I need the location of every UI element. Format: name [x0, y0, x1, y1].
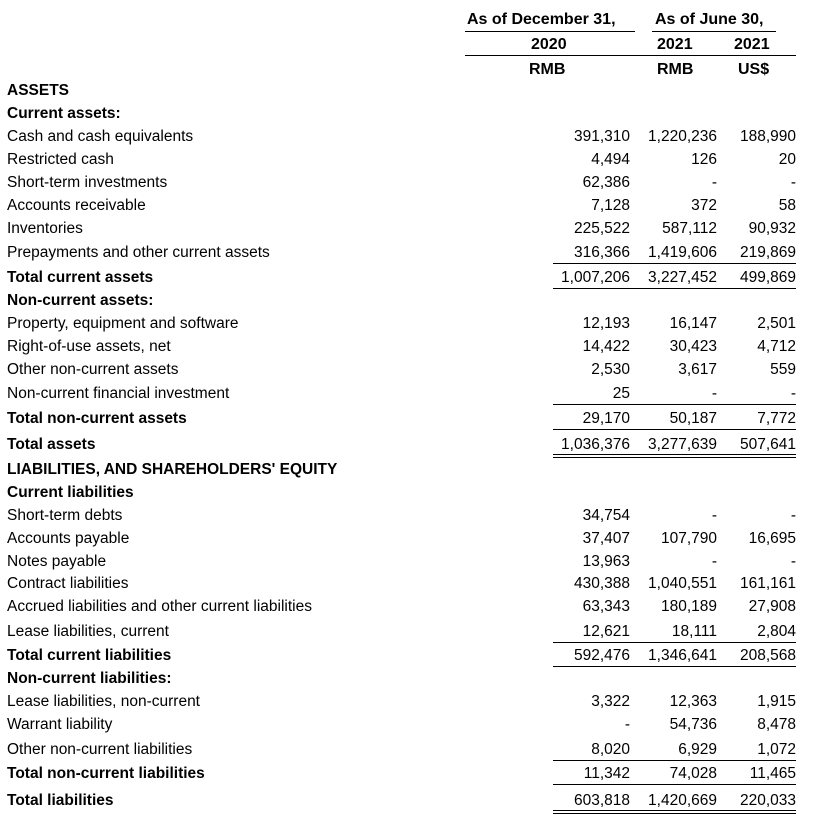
table-row [0, 646, 826, 668]
row-value-col1: 7,128 [591, 197, 630, 214]
row-label: Current liabilities [7, 484, 134, 501]
row-value-col1: 1,036,376 [561, 436, 630, 453]
double-underline-rule [553, 810, 796, 814]
row-value-col3: 219,869 [739, 244, 796, 261]
table-row [0, 243, 826, 265]
row-value-col3: 16,695 [748, 530, 796, 547]
row-label: ASSETS [7, 82, 70, 99]
row-value-col1: 225,522 [573, 220, 630, 237]
row-value-col2: 54,736 [669, 716, 717, 733]
row-value-col2: 372 [691, 197, 717, 214]
row-value-col1: 62,386 [582, 174, 630, 191]
table-row [0, 552, 826, 574]
table-row [0, 409, 826, 431]
table-row [0, 360, 826, 382]
row-value-col1: 2,530 [591, 361, 630, 378]
table-row [0, 173, 826, 195]
double-underline-rule [553, 454, 796, 458]
row-value-col2: 16,147 [669, 315, 717, 332]
table-row [0, 314, 826, 336]
row-value-col1: 8,020 [591, 741, 630, 758]
row-value-col2: 1,040,551 [648, 575, 717, 592]
table-row [0, 597, 826, 619]
table-row [0, 435, 826, 457]
table-row [0, 460, 826, 482]
row-label: Cash and cash equivalents [7, 128, 194, 145]
row-label: Accounts receivable [7, 197, 146, 214]
row-label: Property, equipment and software [7, 315, 239, 332]
row-value-col2: - [711, 174, 717, 191]
table-row [0, 384, 826, 406]
underline-rule [553, 263, 796, 264]
row-value-col1: 430,388 [573, 575, 630, 592]
row-label: Total non-current assets [7, 410, 187, 427]
row-value-col2: 1,346,641 [648, 647, 717, 664]
row-value-col1: 316,366 [573, 244, 630, 261]
row-value-col1: - [624, 716, 630, 733]
table-row [0, 506, 826, 528]
row-label: Other non-current assets [7, 361, 179, 378]
table-row [0, 669, 826, 691]
row-label: Total assets [7, 436, 96, 453]
row-value-col1: 12,621 [582, 623, 630, 640]
row-value-col1: 11,342 [583, 765, 630, 782]
row-label: Prepayments and other current assets [7, 244, 270, 261]
header-rule-3 [465, 55, 796, 56]
table-row [0, 622, 826, 644]
row-value-col2: - [711, 507, 717, 524]
row-value-col2: 50,187 [669, 410, 717, 427]
underline-rule [553, 404, 796, 405]
row-label: Total current assets [7, 269, 154, 286]
row-value-col3: 2,501 [757, 315, 796, 332]
row-value-col2: 30,423 [669, 338, 717, 355]
underline-rule [553, 760, 796, 761]
header-currency-col3: US$ [738, 61, 770, 78]
table-row [0, 268, 826, 290]
table-row [0, 291, 826, 313]
row-value-col1: 29,170 [582, 410, 630, 427]
row-value-col2: 3,277,639 [648, 436, 717, 453]
row-label: Current assets: [7, 105, 121, 122]
row-value-col3: - [790, 507, 796, 524]
row-value-col1: 25 [612, 385, 630, 402]
row-label: Non-current financial investment [7, 385, 230, 402]
row-value-col1: 14,422 [582, 338, 630, 355]
row-label: Restricted cash [7, 151, 114, 168]
table-row [0, 529, 826, 551]
row-value-col3: 20 [778, 151, 796, 168]
table-row [0, 692, 826, 714]
row-value-col3: 27,908 [748, 598, 796, 615]
row-value-col3: - [790, 174, 796, 191]
row-label: Warrant liability [7, 716, 113, 733]
table-row [0, 81, 826, 103]
table-row [0, 740, 826, 762]
row-value-col2: 6,929 [678, 741, 717, 758]
row-value-col2: - [711, 553, 717, 570]
row-value-col3: 90,932 [748, 220, 796, 237]
underline-rule [553, 642, 796, 643]
header-group-jun-2021: As of June 30, [655, 11, 764, 28]
row-label: Accrued liabilities and other current liabilities [7, 598, 312, 615]
table-row [0, 127, 826, 149]
row-value-col1: 3,322 [591, 693, 630, 710]
row-label: Lease liabilities, non-current [7, 693, 200, 710]
underline-rule [553, 429, 796, 430]
row-value-col3: - [790, 385, 796, 402]
row-value-col2: 107,790 [660, 530, 717, 547]
header-group-dec-2020: As of December 31, [467, 11, 616, 28]
row-label: Non-current liabilities: [7, 670, 172, 687]
row-value-col3: 220,033 [739, 792, 796, 809]
table-row [0, 764, 826, 786]
row-value-col2: 587,112 [662, 220, 717, 237]
row-value-col3: 11,465 [749, 765, 796, 782]
row-value-col1: 34,754 [582, 507, 630, 524]
row-label: Right-of-use assets, net [7, 338, 171, 355]
table-row [0, 574, 826, 596]
row-label: Short-term debts [7, 507, 123, 524]
row-value-col2: 1,420,669 [648, 792, 717, 809]
header-currency-col2: RMB [657, 61, 694, 78]
row-label: Notes payable [7, 553, 107, 570]
row-value-col3: 8,478 [757, 716, 796, 733]
row-value-col2: 1,419,606 [648, 244, 717, 261]
row-value-col1: 37,407 [582, 530, 630, 547]
table-row [0, 104, 826, 126]
row-value-col3: 1,072 [757, 741, 796, 758]
row-value-col1: 1,007,206 [561, 269, 630, 286]
header-year-col3: 2021 [734, 36, 770, 53]
row-value-col1: 391,310 [573, 128, 630, 145]
row-label: Contract liabilities [7, 575, 129, 592]
row-label: Short-term investments [7, 174, 168, 191]
row-value-col3: 208,568 [739, 647, 796, 664]
row-label: Lease liabilities, current [7, 623, 169, 640]
row-value-col3: 559 [770, 361, 796, 378]
underline-rule [553, 784, 796, 785]
row-value-col2: 3,617 [678, 361, 717, 378]
row-value-col3: 499,869 [739, 269, 796, 286]
row-label: Total liabilities [7, 792, 114, 809]
row-value-col3: 2,804 [757, 623, 796, 640]
header-currency-col1: RMB [529, 61, 566, 78]
row-value-col3: 7,772 [757, 410, 796, 427]
row-value-col2: 1,220,236 [648, 128, 717, 145]
table-row [0, 196, 826, 218]
table-row [0, 219, 826, 241]
row-value-col2: 3,227,452 [648, 269, 717, 286]
underline-rule [553, 288, 796, 289]
row-label: Non-current assets: [7, 292, 154, 309]
row-value-col3: 161,161 [739, 575, 796, 592]
row-value-col1: 13,963 [582, 553, 630, 570]
row-value-col2: 18,111 [671, 623, 717, 640]
row-value-col3: 188,990 [739, 128, 796, 145]
header-rule-2 [652, 31, 776, 32]
row-value-col3: - [790, 553, 796, 570]
row-value-col3: 507,641 [739, 436, 796, 453]
row-value-col3: 1,915 [757, 693, 796, 710]
row-label: Accounts payable [7, 530, 130, 547]
row-value-col2: - [711, 385, 717, 402]
row-value-col2: 12,363 [669, 693, 717, 710]
row-value-col3: 58 [778, 197, 796, 214]
header-rule-1 [465, 31, 635, 32]
row-value-col1: 63,343 [582, 598, 630, 615]
underline-rule [553, 666, 796, 667]
table-row [0, 483, 826, 505]
row-value-col1: 12,193 [582, 315, 630, 332]
row-value-col1: 4,494 [591, 151, 630, 168]
row-label: Total non-current liabilities [7, 765, 205, 782]
row-value-col2: 180,189 [660, 598, 717, 615]
row-value-col1: 603,818 [573, 792, 630, 809]
row-label: Other non-current liabilities [7, 741, 193, 758]
header-year-col1: 2020 [531, 36, 567, 53]
row-label: Total current liabilities [7, 647, 172, 664]
row-label: Inventories [7, 220, 83, 237]
row-value-col1: 592,476 [573, 647, 630, 664]
row-value-col2: 126 [691, 151, 717, 168]
row-value-col3: 4,712 [757, 338, 796, 355]
table-row [0, 150, 826, 172]
row-label: LIABILITIES, AND SHAREHOLDERS' EQUITY [7, 461, 338, 478]
table-row [0, 715, 826, 737]
table-row [0, 791, 826, 813]
header-year-col2: 2021 [657, 36, 693, 53]
table-row [0, 337, 826, 359]
row-value-col2: 74,028 [669, 765, 717, 782]
